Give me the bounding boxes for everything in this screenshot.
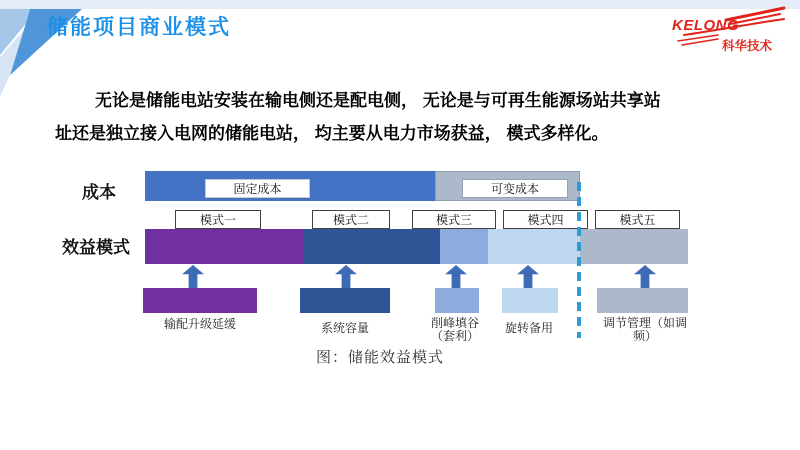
benefit-box-3 [435, 288, 479, 313]
mode-label-box-2: 模式二 [312, 210, 390, 229]
page-title: 储能项目商业模式 [47, 16, 231, 39]
benefit-box-1 [143, 288, 257, 313]
figure-caption: 图：储能效益模式 [315, 349, 444, 366]
benefit-label-1-line-1: 输配升级延缓 [163, 317, 236, 331]
mode-label-box-3: 模式三 [412, 210, 496, 229]
logo-company-text: 科华技术 [722, 39, 773, 53]
up-arrow-icon-4 [517, 265, 539, 288]
up-arrow-icon-3 [445, 265, 467, 288]
mode-label-box-5: 模式五 [595, 210, 680, 229]
kelong-logo [658, 5, 788, 53]
benefit-label-5-line-2: 频） [632, 329, 657, 343]
mode-label-box-4: 模式四 [503, 210, 588, 229]
benefit-label-4-line-1: 旋转备用 [504, 321, 553, 335]
mode-label-box-1: 模式一 [175, 210, 261, 229]
benefit-label-5 [585, 317, 705, 343]
benefit-label-2-line-1: 系统容量 [320, 321, 369, 335]
up-arrow-icon-1 [182, 265, 204, 288]
benefit-label-5-line-1: 调节管理（如调 [602, 316, 687, 330]
benefit-segment-2 [304, 229, 440, 264]
benefit-segment-5 [580, 229, 688, 264]
cost-row-label: 成本 [82, 183, 116, 202]
benefit-label-3-line-2: （套利） [430, 329, 479, 343]
up-arrow-icon-2 [335, 265, 357, 288]
benefit-box-2 [300, 288, 390, 313]
intro-line-2: 址还是独立接入电网的储能电站， 均主要从电力市场获益， 模式多样化。 [55, 124, 609, 143]
benefit-segment-4 [488, 229, 580, 264]
benefit-label-2 [295, 322, 395, 335]
benefit-label-1 [140, 318, 260, 331]
benefit-box-4 [502, 288, 558, 313]
up-arrow-icon-5 [634, 265, 656, 288]
dashed-divider-line [577, 182, 581, 338]
logo-brand-text: KELONG [672, 17, 740, 34]
benefit-label-4 [479, 322, 579, 335]
kelong-swoosh-icon [658, 5, 788, 53]
benefit-label-3-line-1: 削峰填谷 [430, 316, 479, 330]
fixed-cost-tag: 固定成本 [205, 179, 310, 198]
benefit-segment-1 [145, 229, 304, 264]
benefit-segment-3 [440, 229, 488, 264]
intro-paragraph [55, 84, 700, 150]
benefit-row-label: 效益模式 [62, 238, 130, 257]
benefit-box-5 [597, 288, 688, 313]
intro-line-1: 无论是储能电站安装在输电侧还是配电侧， 无论是与可再生能源场站共享站 [95, 91, 661, 110]
variable-cost-tag: 可变成本 [462, 179, 568, 198]
